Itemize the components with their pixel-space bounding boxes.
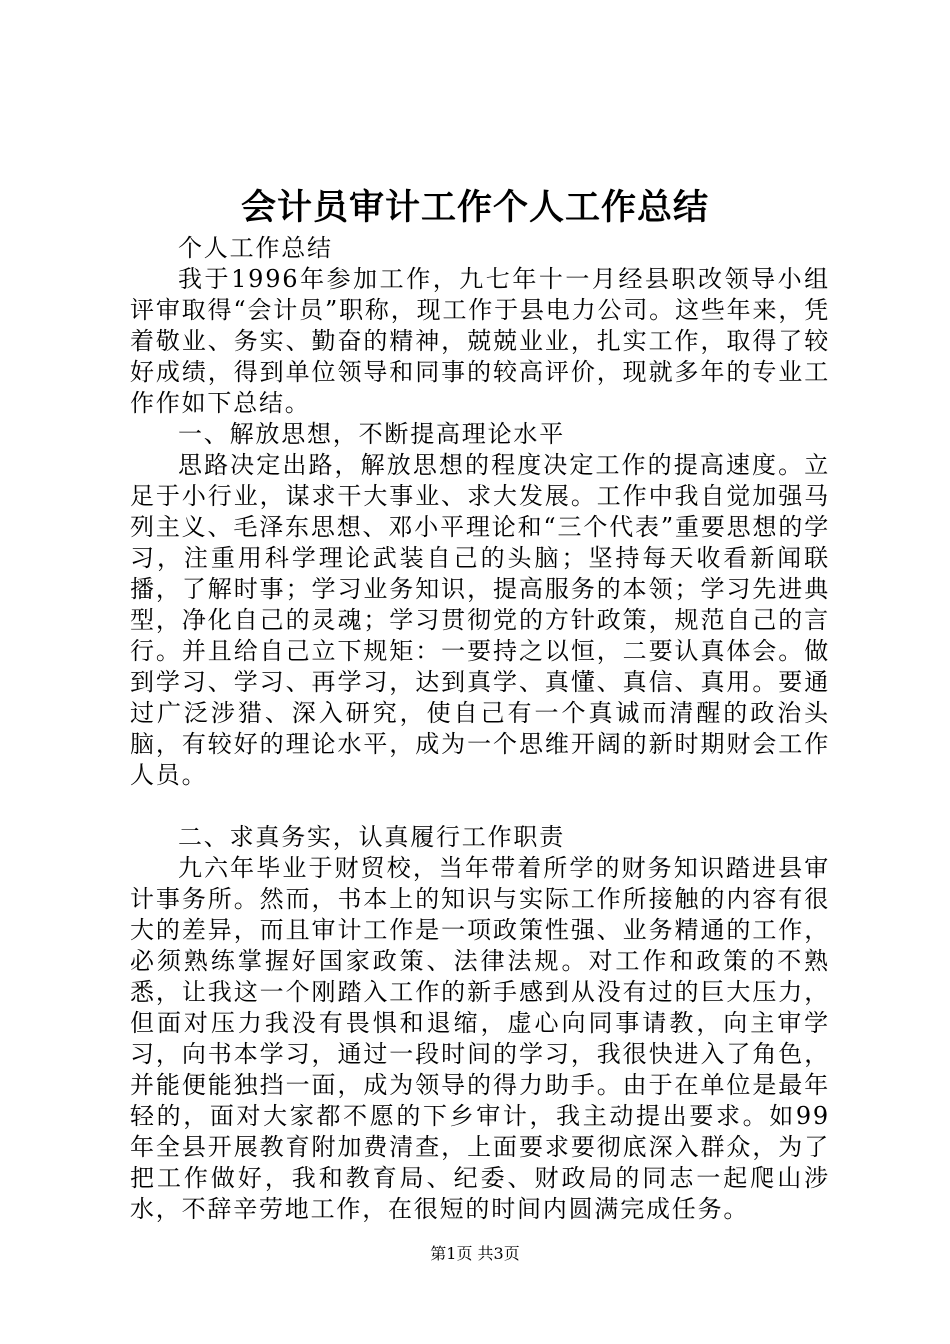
section-2-heading: 二、求真务实，认真履行工作职责 — [178, 823, 565, 851]
section-2-paragraph: 九六年毕业于财贸校，当年带着所学的财务知识踏进县审计事务所。然而，书本上的知识与实际工作所接触的内容有很大的差异，而且审计工作是一项政策性强、业务精通的工作，必须熟练掌握好国家政策、法律法规。对工作和政策的不熟悉，让我这一个刚踏入工作的新手感到从没有过的巨大压力，但面对压力我没有畏惧和退缩，虚心向同事请教，向主审学习，向书本学习，通过一段时间的学习，我很快进入了角色，并能便能独挡一面，成为领导的得力助手。由于在单位是最年轻的，面对大家都不愿的下乡审计，我主动提出要求。如99年全县开展教育附加费清查，上面要求要彻底深入群众，为了把工作做好，我和教育局、纪委、财政局的同志一起爬山涉水，不辞辛劳地工作，在很短的时间内圆满完成任务。 — [130, 854, 830, 1223]
page-footer: 第1页 共3页 — [430, 1244, 520, 1263]
section-1-heading: 一、解放思想，不断提高理论水平 — [178, 420, 565, 448]
paragraph-spacer — [130, 791, 830, 822]
subtitle: 个人工作总结 — [178, 234, 333, 262]
section-1-paragraph: 思路决定出路，解放思想的程度决定工作的提高速度。立足于小行业，谋求干大事业、求大发展。工作中我自觉加强马列主义、毛泽东思想、邓小平理论和“三个代表”重要思想的学习，注重用科学理论武装自己的头脑；坚持每天收看新闻联播，了解时事；学习业务知识，提高服务的本领；学习先进典型，净化自己的灵魂；学习贯彻党的方针政策，规范自己的言行。并且给自己立下规矩：一要持之以恒，二要认真体会。做到学习、学习、再学习，达到真学、真懂、真信、真用。要通过广泛涉猎、深入研究，使自己有一个真诚而清醒的政治头脑，有较好的理论水平，成为一个思维开阔的新时期财会工作人员。 — [130, 451, 830, 789]
intro-paragraph: 我于1996年参加工作，九七年十一月经县职改领导小组评审取得“会计员”职称，现工作于县电力公司。这些年来，凭着敬业、务实、勤奋的精神，兢兢业业，扎实工作，取得了较好成绩，得到单位领导和同事的较高评价，现就多年的专业工作作如下总结。 — [130, 265, 830, 417]
document-title: 会计员审计工作个人工作总结 — [240, 187, 709, 228]
document-body — [130, 233, 830, 1225]
